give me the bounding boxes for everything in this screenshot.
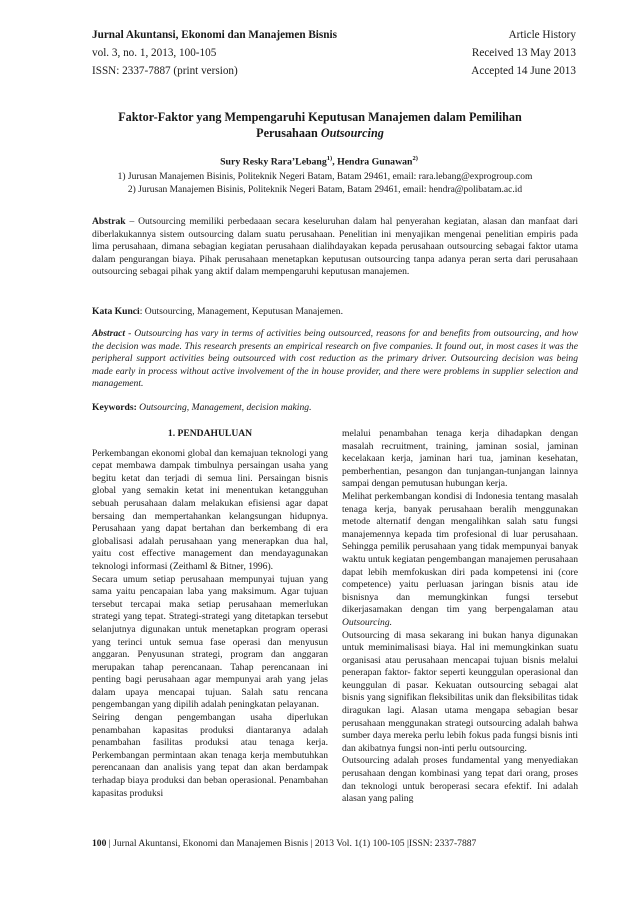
left-column-text: Secara umum setiap perusahaan mempunyai tujuan yang sama yaitu pencapaian laba yang maksimum. Agar tujuan tersebut tercapai maka setiap perusahaan memerlukan strategi yang tepat. Strategi-strategi yang ditetapkan tersebut selanjutnya digunakan untuk menetapkan program operasi yang terinci untuk semua fase operasi dan menyusun anggaran. Penyusunan strategi, program dan anggaran merupakan tahap perencanaan. Tahap perencanaan ini penting bagi perusahaan agar mempunyai arah yang jelas dalam upaya mencapai tujuan. Salah satu rencana pengembangan yang dipilih adalah peningkatan pelayanan. (92, 573, 329, 711)
title-line-2 (90, 125, 550, 141)
keywords-en-text: Outsourcing, Management, decision making. (136, 402, 312, 413)
abstract-id-line: keputusan outsourcing tanpa adanya peran serta dari perusahaan outsourcing sebagai pihak yang aktif dalam (92, 253, 578, 278)
affiliation-2: 2) Jurusan Manajemen Bisinis, Politeknik Negeri Batam, Batam 29461, email: hendra@polibatam.ac.id (127, 185, 523, 195)
author-2: Hendra Gunawan (337, 156, 413, 168)
abstract-en (92, 328, 578, 391)
journal-volume: vol. 3, no. 1, 2013, 100-105 (92, 47, 217, 59)
author-1: Sury Resky Rara’Lebang (220, 156, 327, 168)
abstract-id-line: manfaat dari diberlakukannya sistem outsourcing dalam suatu perusahaan. Penelitian ini menyajikan mengenai (92, 216, 579, 240)
keywords-id-text: : Outsourcing, Management, Keputusan Manajemen. (139, 306, 344, 317)
accepted-date: Accepted 14 June 2013 (471, 65, 576, 77)
left-column-text: Seiring dengan pengembangan usaha diperlukan penambahan kapasitas produksi diantaranya adalah penambahan fasilitas produksi atau tenaga kerja. Perkembangan permintaan akan tenaga kerja membutuhkan perencanaan dan analisis yang tepat dan akan berdampak terhadap biaya produksi dan beban operasional. Penambahan kapasitas produksi (92, 712, 328, 799)
abstract-en-label: Abstract (92, 328, 126, 339)
page-footer (92, 838, 582, 849)
right-column-text: melalui penambahan tenaga kerja dihadapkan dengan masalah recruitment, training, jaminan sosial, jaminan kecelakaan kerja, jaminan hari tua, jaminan kesehatan, pemberhentian, pesangon dan tunjangan-tunjangan lainnya sampai dengan pemutusan hubungan kerja. (342, 428, 578, 490)
paper-title (90, 109, 550, 141)
right-column-text: Melihat perkembangan kondisi di Indonesia tentang masalah tenaga kerja, banyak perusahaan beralih menggunakan metode alternatif dengan mengalihkan salah satu fungsi manajemennya kepada tim profesional di luar perusahaan. Sehingga pemilik perusahaan yang tidak mempunyai banyak waktu untuk kegiatan pengembangan manajemen perusahaan dapat lebih memfokuskan diri pada kompetensi ini (core competence) yaitu perluasan jaringan bisnis atau ide bisnisnya dan memungkinkan fungsi tersebut dikerjasamakan dengan tim yang berpengalaman atau Outsourcing. (342, 490, 579, 628)
left-column-text: Perkembangan ekonomi global dan kemajuan teknologi yang cepat membawa dampak timbulnya persaingan usaha yang begitu ketat dan terjadi di semua lini. Persaingan bisnis global yang semakin ketat ini menentukan ketangguhan sebuah perusahaan dalam melakukan efisiensi agar dapat bersaing dan mempertahankan kelangsungan hidupnya. Perusahaan yang dapat bertahan dan berkembang di era globalisasi adalah perusahaan yang menerapkan dua hal, yaitu cost effective management dan mendayagunakan teknologi informasi (Zeithaml & Bitner, 1996). (92, 447, 329, 572)
keywords-en-label: Keywords: (92, 402, 137, 413)
abstract-id-line: – Outsourcing memiliki perbedaaan secara keseluruhan dalam hal penyerahan kegiatan, alasan dan (129, 216, 525, 227)
received-date: Received 13 May 2013 (471, 47, 576, 59)
affiliation-1: 1) Jurusan Manajemen Bisinis, Politeknik Negeri Batam, Batam 29461, email: rara.lebang@exprogroup.com (117, 172, 533, 182)
page-number: 100 (92, 838, 107, 849)
journal-header (92, 26, 337, 80)
abstract-id-line: penelitian empiris pada lima perusahaan, dimana sebagian kegiatan perusahaan dialihdayakan kepada (92, 228, 578, 253)
abstract-en-line: house provider, and there were problems in supplier selection and management. (92, 365, 578, 390)
journal-name: Jurnal Akuntansi, Ekonomi dan Manajemen Bisnis (92, 29, 337, 41)
abstract-id-line: mempengaruhi keputusan manajemen. (261, 266, 410, 278)
footer-text: | Jurnal Akuntansi, Ekonomi dan Manajemen Bisnis | 2013 Vol. 1(1) 100-105 |ISSN: 2337-7887 (106, 838, 477, 849)
keywords-en (92, 402, 578, 415)
article-history (471, 26, 576, 80)
title-italic: Outsourcing (320, 126, 384, 140)
abstract-en-line: found out, in most cases it was the peripheral support activities being outsourced with cost reduction as the (92, 340, 578, 365)
abstract-en-line: outsourcing, and how the decision was made. This research presents an empirical research on five companies. It (92, 328, 579, 352)
author-1-sup: 1) (326, 155, 333, 162)
right-column-text: Outsourcing di masa sekarang ini bukan hanya digunakan untuk meminimalisasi biaya. Hal ini memungkinkan suatu organisasi atau perusahaan mencapai tujuan bisnis melalui penerapan faktor- faktor seperti keunggulan operasional dan keunggulan di pasar. Kekuatan outsourcing sebagai alat bisnis yang signifikan fleksibilitas unik dan fleksibilitas tidak diragukan lagi. Alasan utama mengapa sebagian besar perusahaan menggunakan strategi outsourcing adalah bahwa sumber daya mereka perlu lebih fokus pada fungsi bisnis inti dan akibatnya fungsi non-inti perlu outsourcing. (342, 629, 579, 754)
left-column (92, 428, 328, 800)
title-prefix: Perusahaan (256, 126, 321, 140)
author-line (0, 155, 638, 167)
abstract-en-line: primary driver. Outsourcing decision was being made early in process without active involvement of the in (92, 353, 578, 377)
journal-issn: ISSN: 2337-7887 (print version) (92, 65, 238, 77)
abstract-id-line: perusahaan outsourcing sebagai faktor utama dalam pengurangan biaya. Pihak perusahaan menetapkan (92, 241, 579, 265)
article-history-title: Article History (508, 29, 576, 41)
author-separator: , (332, 156, 338, 168)
title-line-1: Faktor-Faktor yang Mempengaruhi Keputusan Manajemen dalam Pemilihan (118, 110, 522, 124)
abstract-en-line: - Outsourcing has vary in terms of activities being outsourced, reasons for and benefits from (128, 328, 491, 339)
right-column (342, 428, 578, 806)
keywords-id (92, 306, 578, 319)
right-column-text: Outsourcing adalah proses fundamental yang menyediakan perusahaan dengan kombinasi yang tepat dari orang, proses dan teknologi untuk beroperasi secara efektif. Ini adalah alasan yang paling (342, 755, 579, 805)
author-2-sup: 2) (412, 155, 418, 162)
section-heading: 1. PENDAHULUAN (167, 428, 253, 439)
keywords-id-label: Kata Kunci (92, 306, 140, 317)
abstract-id-label: Abstrak (92, 216, 126, 227)
abstract-id (92, 216, 578, 279)
